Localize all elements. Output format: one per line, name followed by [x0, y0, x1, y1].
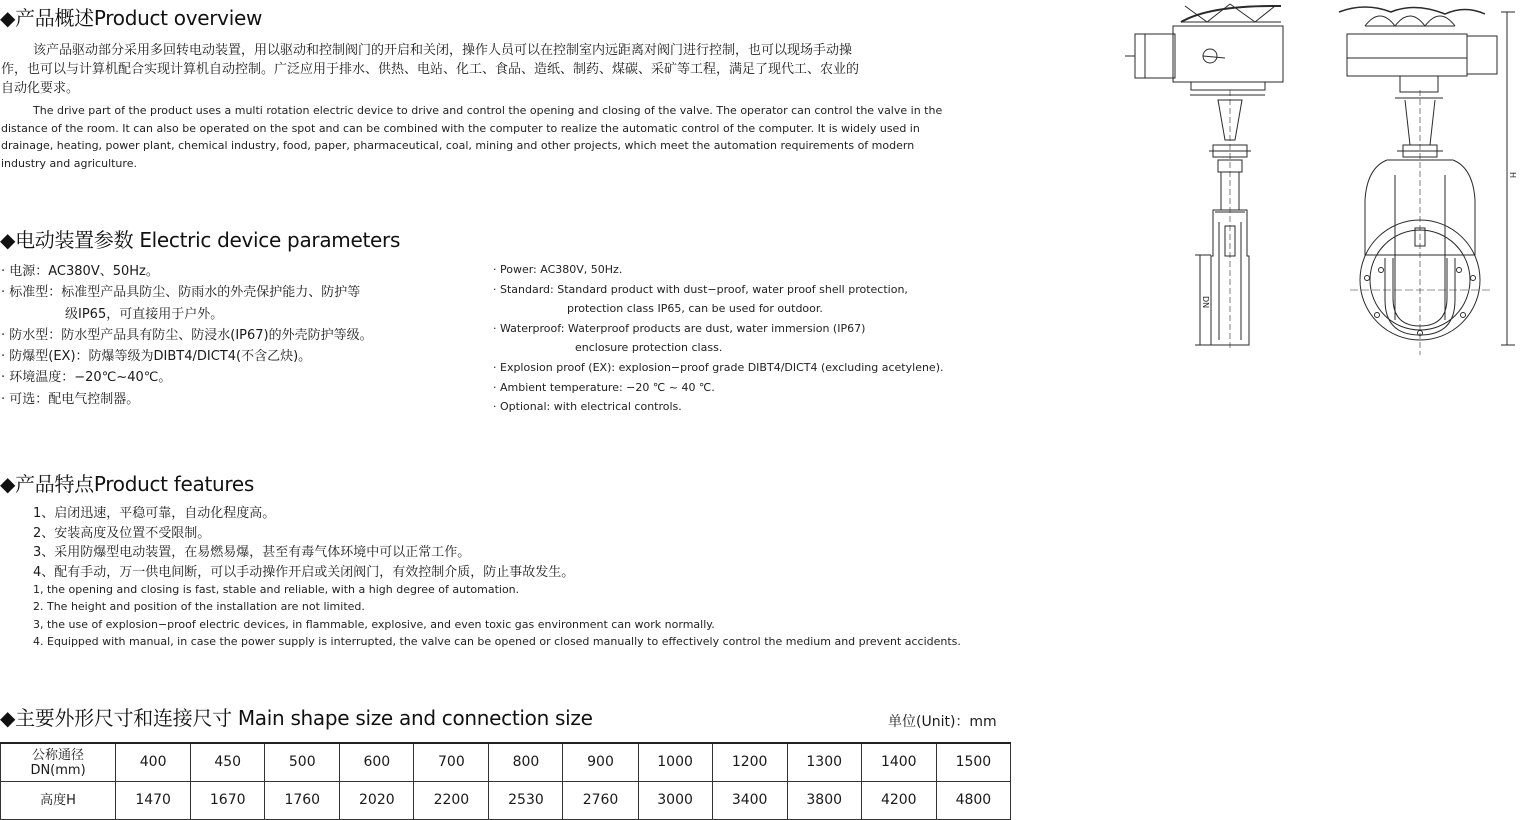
height-cell: 1670 [191, 782, 265, 820]
valve-front-view-drawing [1325, 0, 1521, 355]
dn-dim-label: DN [1201, 296, 1210, 309]
params-en-item: · Ambient temperature: −20 ℃ ~ 40 ℃. [493, 380, 715, 394]
height-cell: 3400 [712, 782, 787, 820]
height-cell: 3800 [787, 782, 861, 820]
h-dim-label: H [1508, 172, 1517, 179]
height-cell: 4200 [861, 782, 936, 820]
height-cell: 2760 [563, 782, 638, 820]
overview-cn-line: 该产品驱动部分采用多回转电动装置，用以驱动和控制阀门的开启和关闭，操作人员可以在控制室内远距离对阀门进行控制，也可以现场手动操 [33, 43, 853, 58]
dn-header-cell [1, 743, 116, 782]
overview-en-line: The drive part of the product uses a multi rotation electric device to drive and control the opening and closing of the valve. The operator can control the valve in the [33, 104, 943, 117]
table-row-height [1, 782, 1011, 820]
features-en-item: 3, the use of explosion−proof electric devices, in flammable, explosive, and even toxic gas environment can work normally. [33, 617, 715, 631]
height-cell: 3000 [638, 782, 712, 820]
dn-cell: 900 [563, 743, 638, 782]
dn-cell: 1500 [936, 743, 1010, 782]
params-title: ◆电动装置参数 Electric device parameters [0, 228, 401, 252]
params-cn-list [1, 261, 373, 410]
features-cn-item: 4、配有手动，万一供电间断，可以手动操作开启或关闭阀门，有效控制介质，防止事故发生。 [33, 564, 575, 580]
overview-cn-line: 作，也可以与计算机配合实现计算机自动控制。广泛应用于排水、供热、电站、化工、食品、造纸、制药、煤碳、采矿等工程，满足了现代工、农业的 [1, 62, 860, 77]
dimensions-table [0, 742, 1011, 820]
features-en-item: 1, the opening and closing is fast, stable and reliable, with a high degree of automation. [33, 583, 520, 596]
dimensions-title: ◆主要外形尺寸和连接尺寸 Main shape size and connection size [0, 706, 593, 730]
params-cn-item: 级IP65，可直接用于户外。 [65, 306, 224, 322]
params-en-list [493, 260, 943, 417]
height-cell: 2200 [414, 782, 489, 820]
params-en-item: · Waterproof: Waterproof products are dust, water immersion (IP67) [493, 321, 866, 335]
dn-cell: 800 [489, 743, 563, 782]
params-en-item: · Explosion proof (EX): explosion−proof grade DIBT4/DICT4 (excluding acetylene). [493, 360, 944, 374]
features-cn-item: 2、安装高度及位置不受限制。 [33, 525, 211, 541]
overview-en-text [1, 102, 1016, 172]
params-cn-item: · 环境温度：−20℃~40℃。 [1, 370, 172, 386]
params-cn-item: · 电源：AC380V、50Hz。 [1, 264, 159, 279]
params-cn-item: · 防爆型(EX)：防爆等级为DIBT4/DICT4(不含乙炔)。 [1, 349, 312, 365]
features-cn-item: 3、采用防爆型电动装置，在易燃易爆，甚至有毒气体环境中可以正常工作。 [33, 545, 471, 560]
table-row-dn [1, 743, 1011, 782]
height-cell: 4800 [936, 782, 1010, 820]
unit-label: 单位(Unit)：mm [888, 714, 997, 730]
params-en-item: enclosure protection class. [575, 341, 723, 355]
height-cell: 2530 [489, 782, 563, 820]
overview-cn-line: 自动化要求。 [1, 81, 80, 96]
params-cn-item: · 可选：配电气控制器。 [1, 391, 140, 407]
features-en-item: 4. Equipped with manual, in case the power supply is interrupted, the valve can be opened or closed manually to effectively control the medium and prevent accidents. [33, 635, 961, 649]
features-en-item: 2. The height and position of the installation are not limited. [33, 600, 365, 614]
overview-title: ◆产品概述Product overview [0, 6, 263, 30]
dn-header-cn: 公称通径 [32, 747, 85, 763]
features-cn-item: 1、启闭迅速，平稳可靠，自动化程度高。 [33, 506, 276, 521]
dn-cell: 1300 [787, 743, 861, 782]
dn-cell: 450 [191, 743, 265, 782]
overview-en-line: drainage, heating, power plant, chemical industry, food, paper, pharmaceutical, coal, mining and other projects, which meet the automation requirements of modern [1, 139, 915, 152]
dn-cell: 1400 [861, 743, 936, 782]
features-en-list [33, 581, 961, 651]
overview-cn-text [1, 41, 1011, 98]
height-cell: 2020 [340, 782, 414, 820]
dn-cell: 500 [265, 743, 340, 782]
params-en-item: · Power: AC380V, 50Hz. [493, 263, 623, 276]
height-header-cell: 高度H [1, 782, 116, 820]
overview-en-line: industry and agriculture. [1, 156, 137, 170]
dn-cell: 600 [340, 743, 414, 782]
dn-cell: 1200 [712, 743, 787, 782]
params-en-item: · Optional: with electrical controls. [493, 400, 682, 414]
features-cn-list [33, 504, 574, 582]
dn-header-en: DN(mm) [30, 762, 86, 778]
dn-cell: 400 [116, 743, 191, 782]
dn-cell: 700 [414, 743, 489, 782]
params-cn-item: · 标准型：标准型产品具防尘、防雨水的外壳保护能力、防护等 [1, 285, 361, 301]
overview-en-line: distance of the room. It can also be operated on the spot and can be combined with the computer to realize the automatic control of the computer. It is widely used in [1, 121, 920, 135]
dn-cell: 1000 [638, 743, 712, 782]
height-cell: 1470 [116, 782, 191, 820]
params-en-item: protection class IP65, can be used for outdoor. [567, 302, 823, 316]
height-cell: 1760 [265, 782, 340, 820]
valve-side-view-drawing [1115, 0, 1290, 355]
params-cn-item: · 防水型：防水型产品具有防尘、防浸水(IP67)的外壳防护等级。 [1, 327, 373, 343]
features-title: ◆产品特点Product features [0, 472, 255, 496]
params-en-item: · Standard: Standard product with dust−proof, water proof shell protection, [493, 282, 908, 296]
